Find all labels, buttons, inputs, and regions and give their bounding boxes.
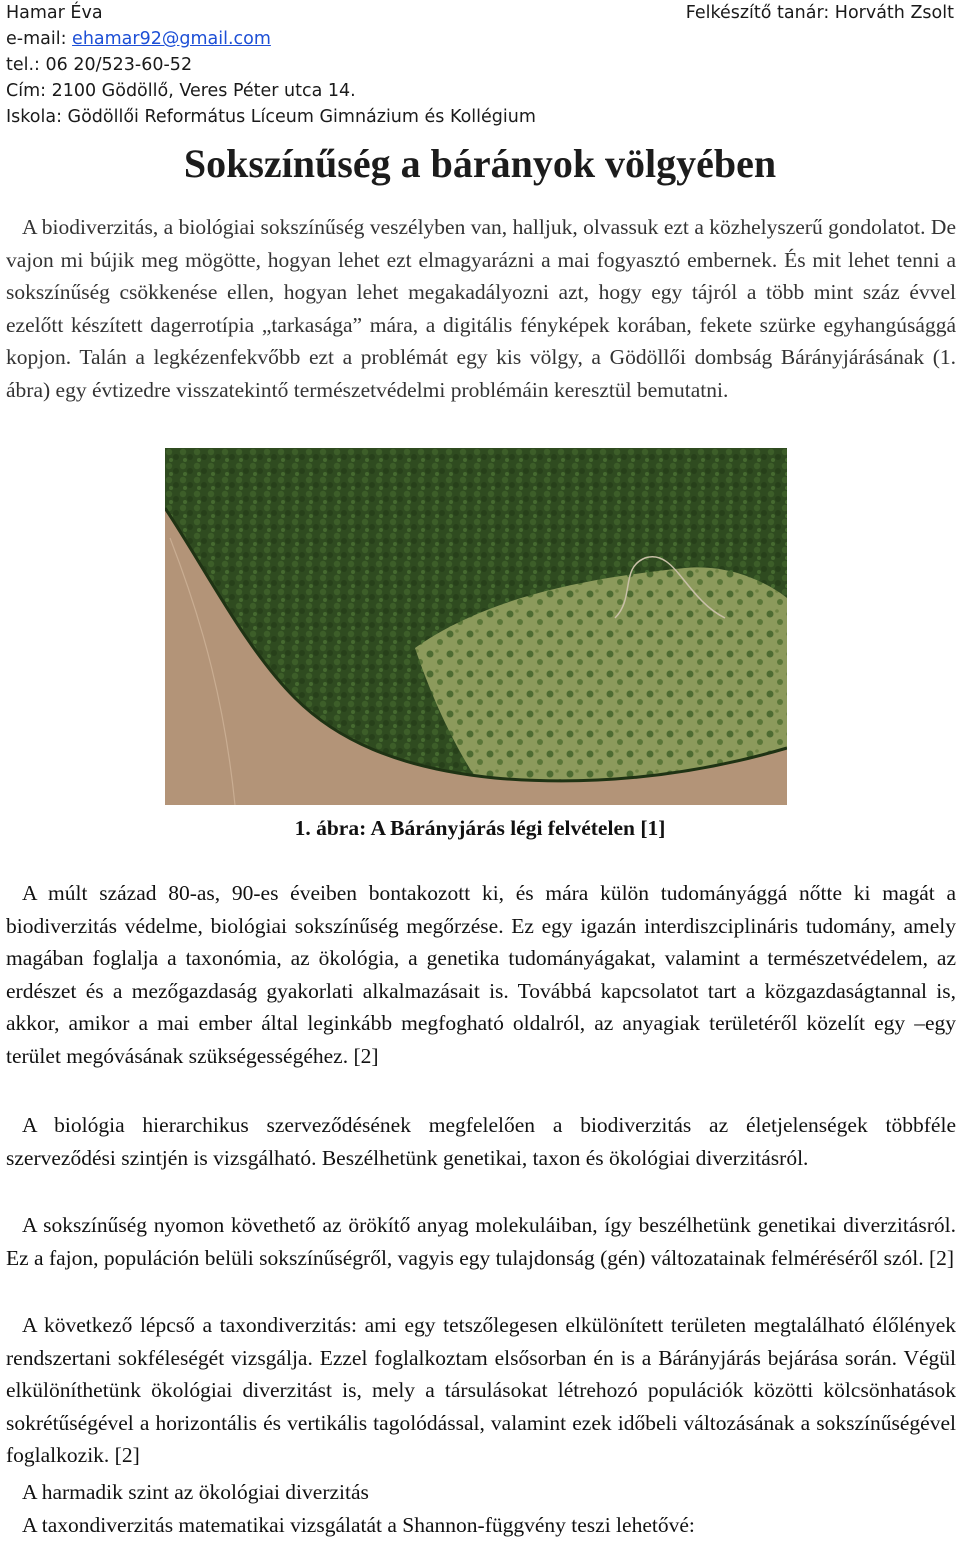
author-name: Hamar Éva <box>6 3 103 23</box>
paragraph-6: A harmadik szint az ökológiai diverzitás <box>22 1480 369 1504</box>
intro-paragraph: A biodiverzitás, a biológiai sokszínűség veszélyben van, halljuk, olvassuk ezt a közhelyszerű gondolatot. De vajon mi bújik meg mögötte, hogyan lehet ezt elmagyarázni a mai fogyasztó embernek. És mit lehet tenni a sokszínűség csökkenése ellen, hogyan lehet megakadályozni azt, hogy egy tájról a több mint száz évvel ezelőtt készített dagerrotípia „tarkasága” mára, a digitális fényképek korában, fekete szürke egyhangúsággá kopjon. Talán a legkézenfekvőbb ezt a problémát egy kis völgy, a Gödöllői dombság Bárányjárásának (1. ábra) egy évtizedre visszatekintő természetvédelmi problémáin keresztül bemutatni. <box>6 215 956 402</box>
paragraph-7: A taxondiverzitás matematikai vizsgálatát a Shannon-függvény teszi lehetővé: <box>22 1513 695 1537</box>
email-line <box>6 26 271 52</box>
email-label: e-mail: <box>6 29 73 49</box>
school-line: Iskola: Gödöllői Református Líceum Gimnázium és Kollégium <box>6 107 536 127</box>
address-line: Cím: 2100 Gödöllő, Veres Péter utca 14. <box>6 81 356 101</box>
phone-line: tel.: 06 20/523-60-52 <box>6 55 193 75</box>
paragraph-5: A következő lépcső a taxondiverzitás: ami egy tetszőlegesen elkülönített területen megtalálható élőlények rendszertani sokféleségét vizsgálja. Ezzel foglalkoztam elsősorban én is a Bárányjárás bejárása során. Végül elkülöníthetünk ökológiai diverzitást is, mely a társulásokat létrehozó populációk közötti kölcsönhatások sokrétűségével a horizontális és vertikális tagolódással, valamint ezek időbeli változásának a sokszínűségével foglalkozik. [2] <box>6 1313 956 1467</box>
paragraph-2: A múlt század 80-as, 90-es éveiben bontakozott ki, és mára külön tudományággá nőtte ki magát a biodiverzitás védelme, biológiai sokszínűség megőrzése. Ez egy igazán interdiszciplináris tudomány, amely magában foglalja a taxonómia, az ökológia, a genetika tudományágakat, valamint a természetvédelem, az erdészet és a mezőgazdaság gyakorlati alkalmazásait is. Továbbá kapcsolatot tart a közgazdaságtannal is, akkor, amikor a mai ember által leginkább megfogható oldalról, az anyagiak területéről közelít egy –egy terület megóvásának szükségességéhez. [2] <box>6 881 956 1068</box>
paragraph-4: A sokszínűség nyomon követhető az örökítő anyag molekuláiban, így beszélhetünk genetikai diverzitásról. Ez a fajon, populáción belüli sokszínűségről, vagyis egy tulajdonság (gén) változatainak felméréséről szól. [2] <box>6 1213 956 1270</box>
aerial-photo <box>165 448 787 805</box>
figure-caption: 1. ábra: A Bárányjárás légi felvételen [1] <box>294 816 666 840</box>
teacher-line: Felkészítő tanár: Horváth Zsolt <box>685 3 954 23</box>
page-title: Sokszínűség a bárányok völgyében <box>183 141 777 186</box>
email-link[interactable]: ehamar92@gmail.com <box>72 29 271 49</box>
paragraph-3: A biológia hierarchikus szerveződésének megfelelően a biodiverzitás az életjelenségek többféle szerveződési szintjén is vizsgálható. Beszélhetünk genetikai, taxon és ökológiai diverzitásról. <box>6 1113 956 1170</box>
